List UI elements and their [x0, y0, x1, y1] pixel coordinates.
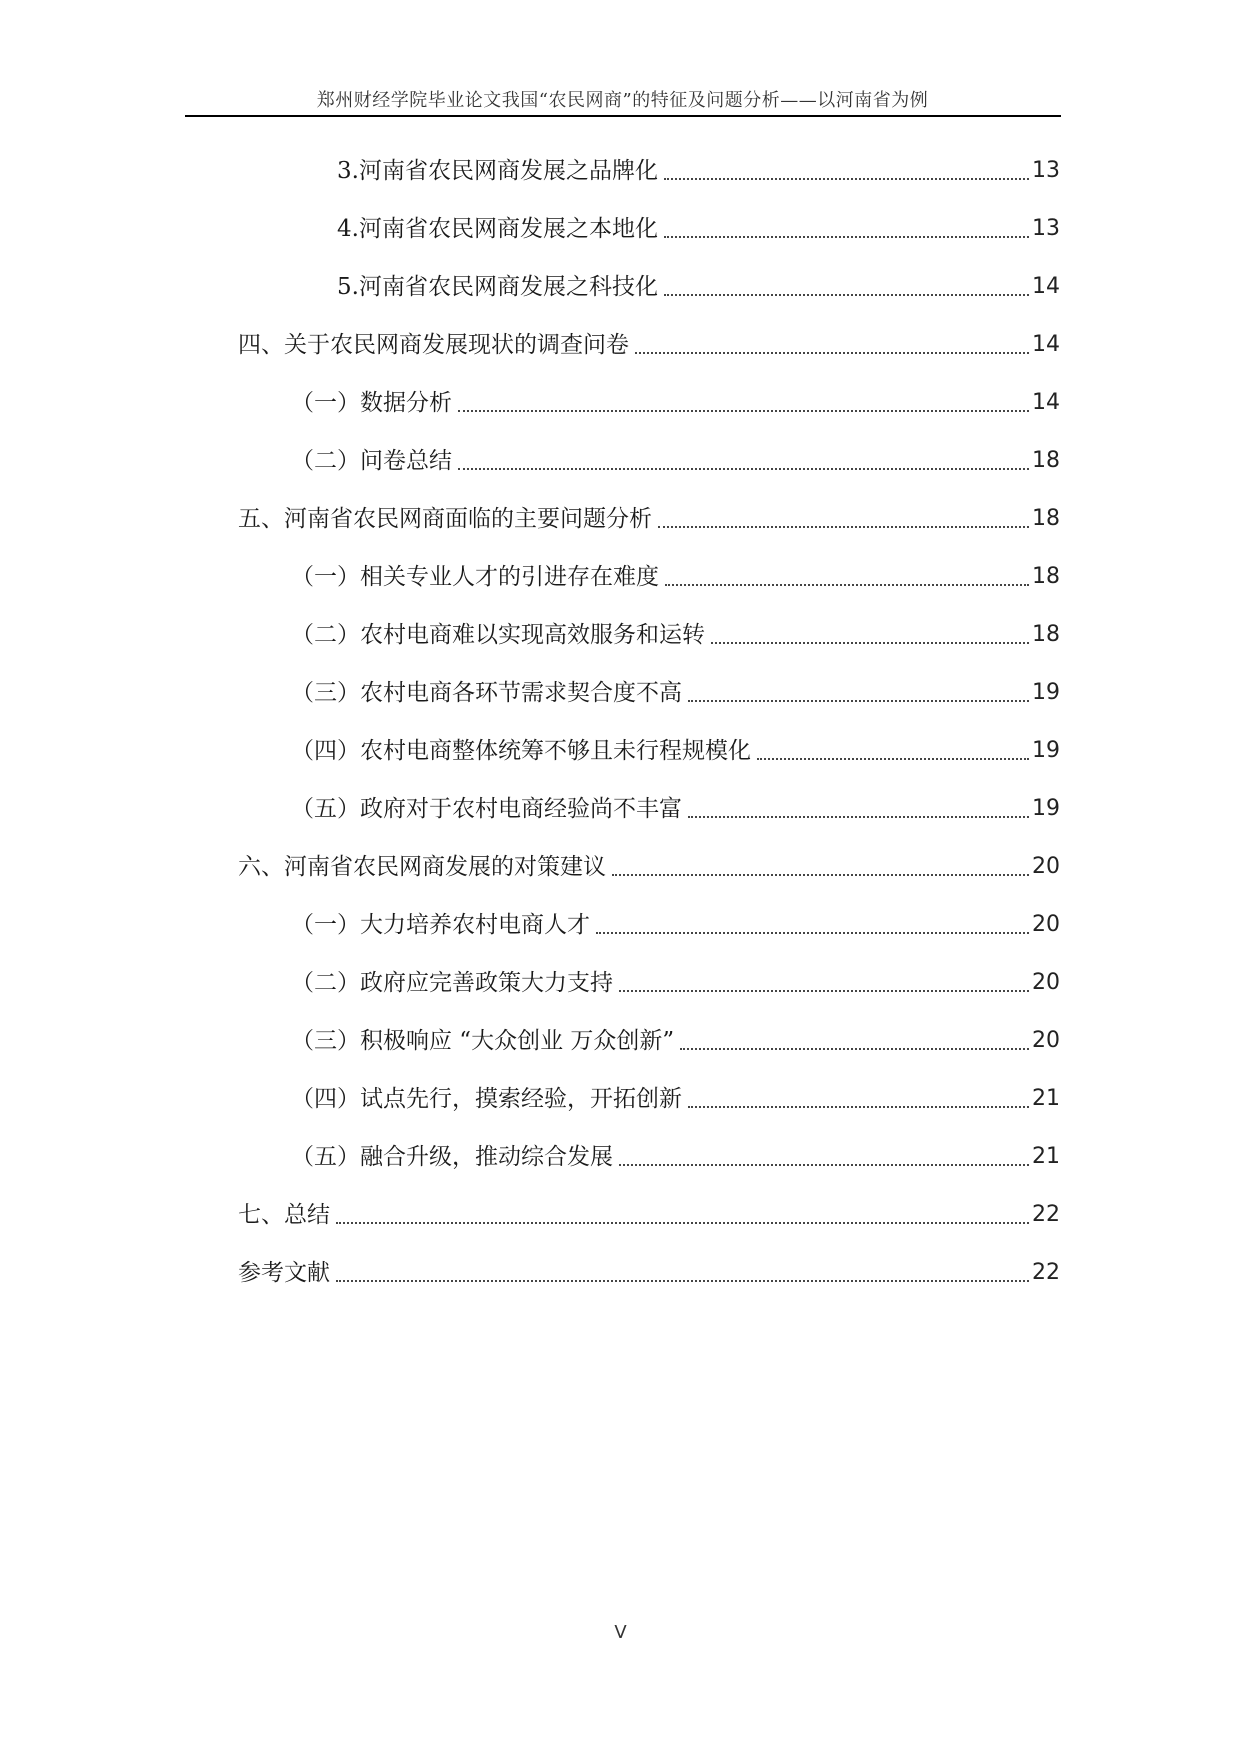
- toc-entry-title: （三）农村电商各环节需求契合度不高: [291, 680, 682, 706]
- toc-entry-title: （一）相关专业人才的引进存在难度: [291, 564, 659, 590]
- toc-entry-3-brand[interactable]: [337, 146, 1060, 186]
- toc-entry-title: 参考文献: [238, 1260, 330, 1286]
- toc-entry-title: （二）政府应完善政策大力支持: [291, 970, 613, 996]
- dot-leader: [688, 1106, 1029, 1108]
- toc-entry-page: 18: [1032, 622, 1060, 647]
- toc-entry-6-4[interactable]: [291, 1074, 1060, 1114]
- toc-entry-section-6[interactable]: [238, 842, 1060, 882]
- toc-entry-title: （四）试点先行，摸索经验，开拓创新: [291, 1086, 682, 1112]
- running-header: 郑州财经学院毕业论文我国“农民网商”的特征及问题分析——以河南省为例: [316, 90, 929, 111]
- dot-leader: [458, 410, 1029, 412]
- toc-entry-page: 22: [1032, 1260, 1060, 1285]
- toc-entry-title: 七、总结: [238, 1202, 330, 1228]
- toc-entry-6-2[interactable]: [291, 958, 1060, 998]
- toc-entry-section-7[interactable]: [238, 1190, 1060, 1230]
- toc-entry-title: （五）融合升级，推动综合发展: [291, 1144, 613, 1170]
- toc-entry-title: （二）农村电商难以实现高效服务和运转: [291, 622, 705, 648]
- toc-entry-page: 21: [1032, 1086, 1060, 1111]
- dot-leader: [664, 294, 1029, 296]
- toc-entry-title: 五、河南省农民网商面临的主要问题分析: [238, 506, 652, 532]
- dot-leader: [664, 178, 1029, 180]
- toc-entry-title: （三）积极响应 “大众创业 万众创新”: [291, 1028, 675, 1054]
- dot-leader: [688, 816, 1029, 818]
- toc-entry-title: （一）大力培养农村电商人才: [291, 912, 590, 938]
- toc-entry-page: 20: [1032, 1028, 1060, 1053]
- toc-entry-5-1[interactable]: [291, 552, 1060, 592]
- toc-entry-4-2[interactable]: [291, 436, 1060, 476]
- toc-entry-5-5[interactable]: [291, 784, 1060, 824]
- toc-entry-title: （一）数据分析: [291, 390, 452, 416]
- toc-entry-page: 19: [1032, 796, 1060, 821]
- toc-entry-page: 14: [1032, 332, 1060, 357]
- toc-entry-page: 14: [1032, 274, 1060, 299]
- toc-entry-page: 19: [1032, 738, 1060, 763]
- dot-leader: [336, 1280, 1029, 1282]
- toc-entry-title: 5.河南省农民网商发展之科技化: [337, 274, 658, 300]
- toc-entry-page: 20: [1032, 854, 1060, 879]
- toc-entry-title: 3.河南省农民网商发展之品牌化: [337, 158, 658, 184]
- toc-entry-title: 四、关于农民网商发展现状的调查问卷: [238, 332, 629, 358]
- dot-leader: [665, 584, 1029, 586]
- dot-leader: [619, 990, 1029, 992]
- toc-entry-title: （四）农村电商整体统筹不够且未行程规模化: [291, 738, 751, 764]
- dot-leader: [688, 700, 1029, 702]
- dot-leader: [757, 758, 1029, 760]
- toc-entry-title: （五）政府对于农村电商经验尚不丰富: [291, 796, 682, 822]
- toc-entry-6-3[interactable]: [291, 1016, 1060, 1056]
- page-number: V: [614, 1622, 627, 1643]
- toc-entry-section-5[interactable]: [238, 494, 1060, 534]
- toc-entry-5-2[interactable]: [291, 610, 1060, 650]
- toc-entry-page: 13: [1032, 216, 1060, 241]
- toc-entry-6-1[interactable]: [291, 900, 1060, 940]
- toc-entry-5-4[interactable]: [291, 726, 1060, 766]
- toc-entry-title: 六、河南省农民网商发展的对策建议: [238, 854, 606, 880]
- toc-entry-page: 13: [1032, 158, 1060, 183]
- toc-entry-5-tech[interactable]: [337, 262, 1060, 302]
- toc-entry-section-4[interactable]: [238, 320, 1060, 360]
- dot-leader: [596, 932, 1029, 934]
- toc-entry-title: （二）问卷总结: [291, 448, 452, 474]
- toc-entry-title: 4.河南省农民网商发展之本地化: [337, 216, 658, 242]
- dot-leader: [635, 352, 1029, 354]
- toc-entry-page: 18: [1032, 506, 1060, 531]
- toc-entry-page: 18: [1032, 448, 1060, 473]
- toc-entry-page: 20: [1032, 912, 1060, 937]
- toc-entry-6-5[interactable]: [291, 1132, 1060, 1172]
- toc-entry-4-local[interactable]: [337, 204, 1060, 244]
- dot-leader: [664, 236, 1029, 238]
- toc-entry-5-3[interactable]: [291, 668, 1060, 708]
- toc-entry-references[interactable]: [238, 1248, 1060, 1288]
- dot-leader: [612, 874, 1029, 876]
- toc-entry-page: 14: [1032, 390, 1060, 415]
- dot-leader: [458, 468, 1029, 470]
- toc-entry-page: 20: [1032, 970, 1060, 995]
- dot-leader: [680, 1048, 1029, 1050]
- toc-entry-4-1[interactable]: [291, 378, 1060, 418]
- toc-entry-page: 21: [1032, 1144, 1060, 1169]
- toc-entry-page: 18: [1032, 564, 1060, 589]
- dot-leader: [619, 1164, 1029, 1166]
- dot-leader: [336, 1222, 1029, 1224]
- dot-leader: [658, 526, 1029, 528]
- dot-leader: [711, 642, 1029, 644]
- toc-entry-page: 19: [1032, 680, 1060, 705]
- toc-entry-page: 22: [1032, 1202, 1060, 1227]
